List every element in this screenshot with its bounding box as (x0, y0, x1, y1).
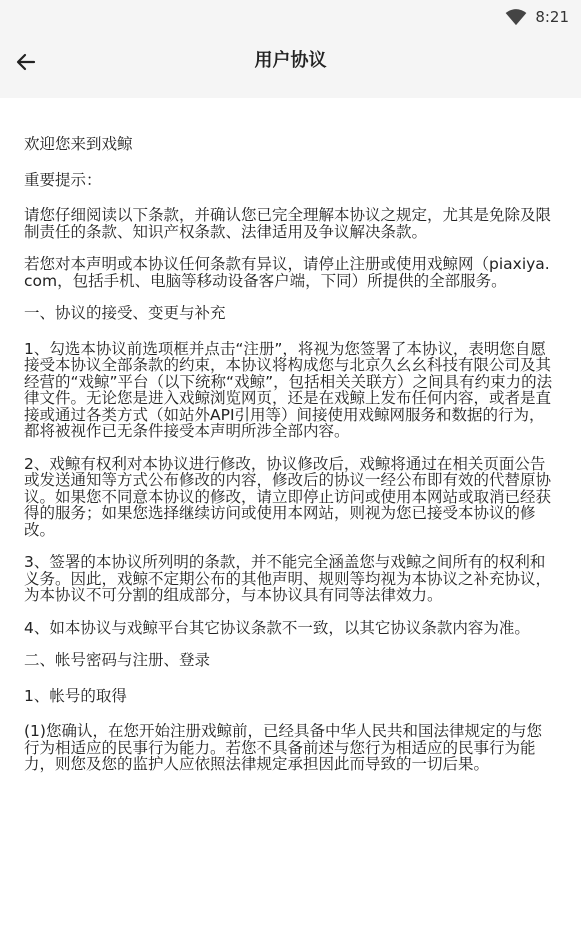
status-time: 8:21 (535, 8, 569, 26)
agreement-paragraph: 4、如本协议与戏鲸平台其它协议条款不一致，以其它协议条款内容为准。 (24, 618, 530, 637)
wifi-icon (505, 8, 527, 26)
agreement-paragraph: 欢迎您来到戏鲸 (24, 135, 133, 153)
agreement-section-heading: 一、协议的接受、变更与补充 (24, 304, 226, 322)
agreement-section-heading: 二、帐号密码与注册、登录 (24, 651, 211, 669)
agreement-text (0, 98, 581, 773)
agreement-paragraph: 2、戏鲸有权利对本协议进行修改，协议修改后，戏鲸将通过在相关页面公告或发送通知等方式公布修改的内容，修改后的协议一经公布即有效的代替原协议。如果您不同意本协议的修改，请立即停止访问或使用本网站或取消已经获得的服务；如果您选择继续访问或使用本网站，则视为您已接受本协议的修改。 (24, 454, 552, 539)
nav-bar (0, 34, 581, 90)
agreement-paragraph: 3、签署的本协议所列明的条款，并不能完全涵盖您与戏鲸之间所有的权利和义务。因此，戏鲸不定期公布的其他声明、规则等均视为本协议之补充协议，为本协议不可分割的组成部分，与本协议具有同等法律效力。 (24, 553, 552, 604)
page-title: 用户协议 (254, 50, 327, 71)
agreement-paragraph: 1、勾选本协议前选项框并点击“注册”，将视为您签署了本协议，表明您自愿接受本协议全部条款的约束，本协议将构成您与北京久幺幺科技有限公司及其经营的“戏鲸”平台（以下统称“戏鲸”，包括相关关联方）之间具有约束力的法律文件。无论您是进入戏鲸浏览网页，还是在戏鲸上发布任何内容，或者是直接或通过各类方式（如站外API引用等）间接使用戏鲸网服务和数据的行为，都将被视作已无条件接受本声明所涉全部内容。 (24, 339, 553, 440)
agreement-subheading: 1、帐号的取得 (24, 686, 127, 705)
agreement-paragraph: 重要提示： (24, 170, 102, 189)
agreement-paragraph: (1)您确认，在您开始注册戏鲸前，已经具备中华人民共和国法律规定的与您行为相适应的民事行为能力。若您不具备前述与您行为相适应的民事行为能力，则您及您的监护人应依照法律规定承担因此而导致的一切后果。 (24, 722, 542, 773)
status-bar (0, 0, 581, 34)
agreement-content[interactable] (0, 98, 581, 930)
agreement-paragraph: 请您仔细阅读以下条款，并确认您已完全理解本协议之规定，尤其是免除及限制责任的条款、知识产权条款、法律适用及争议解决条款。 (24, 206, 552, 241)
agreement-paragraph: 若您对本声明或本协议任何条款有异议，请停止注册或使用戏鲸网（piaxiya.com，包括手机、电脑等移动设备客户端，下同）所提供的全部服务。 (24, 255, 550, 290)
status-indicators (505, 6, 569, 28)
